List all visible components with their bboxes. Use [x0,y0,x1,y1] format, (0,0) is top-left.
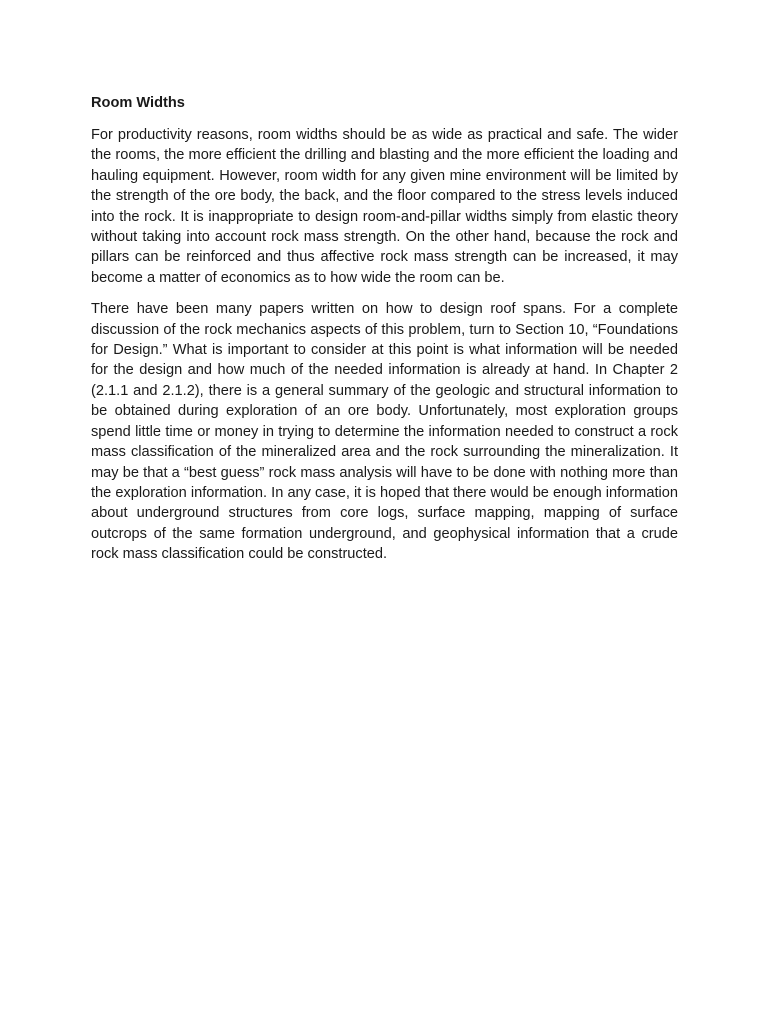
paragraph-roof-span-design: There have been many papers written on how to design roof spans. For a complete discussion of the rock mechanics aspects of this problem, turn to Section 10, “Foundations for Design.” What is important to consider at this point is what information will be needed for the design and how much of the needed information is already at hand. In Chapter 2 (2.1.1 and 2.1.2), there is a general summary of the geologic and structural information to be obtained during exploration of an ore body. Unfortunately, most exploration groups spend little time or money in trying to determine the information needed to construct a rock mass classification of the mineralized area and the rock surrounding the mineralization. It may be that a “best guess” rock mass analysis will have to be done with nothing more than the exploration information. In any case, it is hoped that there would be enough information about underground structures from core logs, surface mapping, mapping of surface outcrops of the same formation underground, and geophysical information that a crude rock mass classification could be constructed. [91,301,678,563]
document-body [91,93,678,576]
paragraph-room-width-rationale: For productivity reasons, room widths should be as wide as practical and safe. The wider the rooms, the more efficient the drilling and blasting and the more efficient the loading and hauling equipment. However, room width for any given mine environment will be limited by the strength of the ore body, the back, and the floor compared to the stress levels induced into the rock. It is inappropriate to design room-and-pillar widths simply from elastic theory without taking into account rock mass strength. On the other hand, because the rock and pillars can be reinforced and thus affective rock mass strength can be increased, it may become a matter of economics as to how wide the room can be. [91,127,678,286]
section-heading: Room Widths [91,95,185,111]
